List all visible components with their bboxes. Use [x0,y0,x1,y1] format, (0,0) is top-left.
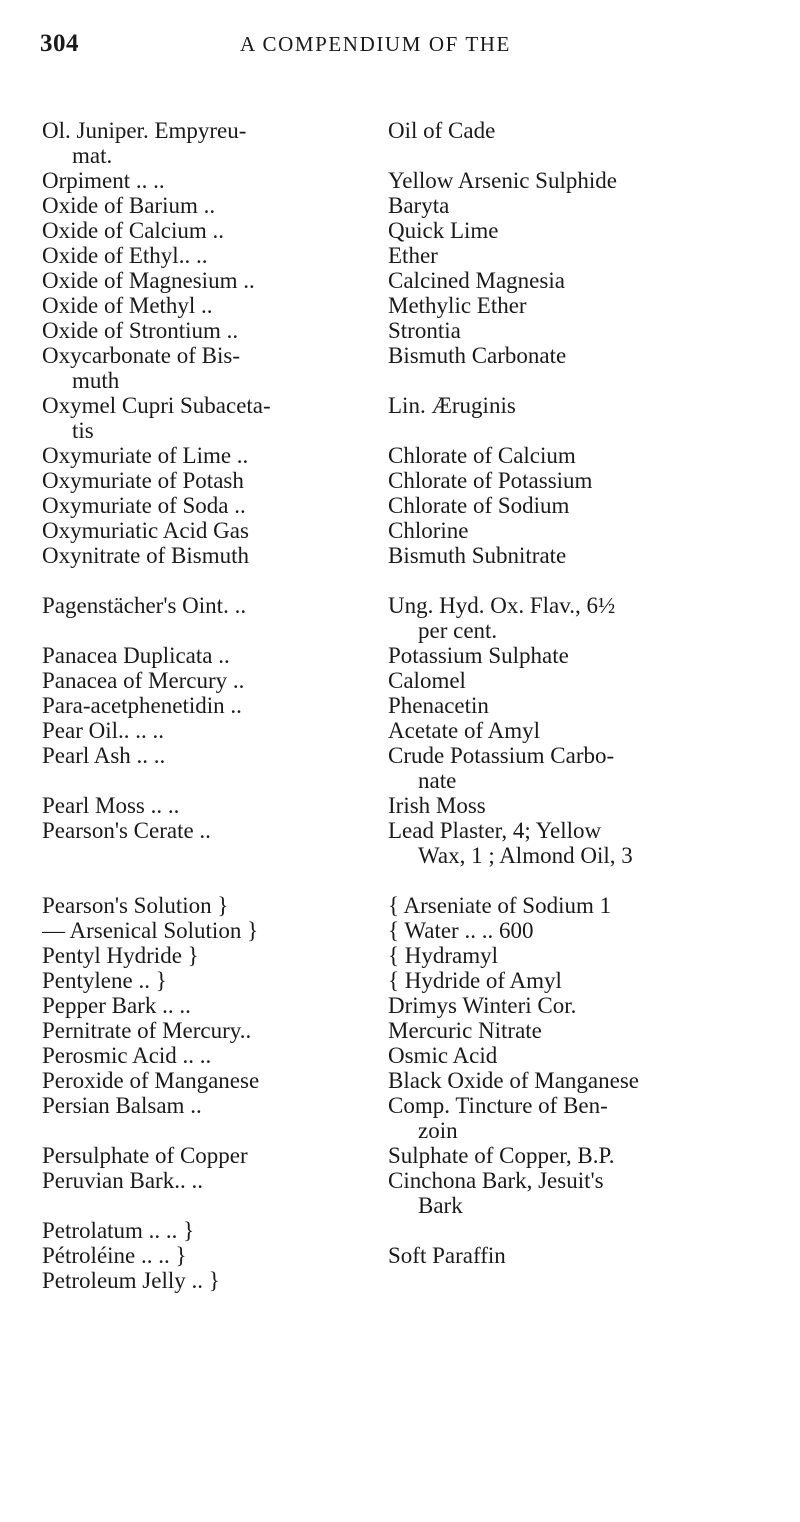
entry-name [42,518,388,543]
entry-synonym [388,918,772,943]
entry-name [42,793,388,818]
entry-synonym-line: Acetate of Amyl [388,718,541,743]
page-number: 304 [40,30,79,57]
entry-name [42,643,388,668]
entry-name-line: Oxide of Calcium .. [42,218,225,243]
entry-synonym [388,1068,772,1093]
entry-synonym-line: Wax, 1 ; Almond Oil, 3 [418,843,633,868]
entry-name [42,968,388,993]
entry-name [42,1268,388,1293]
list-item [42,1018,772,1043]
list-item [42,918,772,943]
entry-name [42,693,388,718]
entry-name-line: Panacea of Mercury .. [42,668,245,693]
entry-name [42,543,388,568]
entry-name-line: Oxymel Cupri Subaceta- [42,393,271,418]
entry-synonym-line: Mercuric Nitrate [388,1018,542,1043]
entry-name [42,268,388,293]
page-header [40,30,770,70]
entry-synonym [388,693,772,718]
entry-synonym-line: Cinchona Bark, Jesuit's [388,1168,604,1193]
entry-name [42,1093,388,1143]
entry-synonym-line [388,1218,772,1243]
entry-name-line: Oxide of Barium .. [42,193,216,218]
entry-synonym [388,1018,772,1043]
entry-name-line: Pearl Ash .. .. [42,743,166,768]
entry-name-line: tis [72,418,94,443]
entry-name [42,668,388,693]
entry-name-line: — Arsenical Solution } [42,918,259,943]
entry-name-line: Oxymuriate of Potash [42,468,244,493]
list-item [42,293,772,318]
list-item [42,193,772,218]
entry-synonym [388,943,772,968]
entry-name [42,468,388,493]
entry-name-line: Pentylene .. } [42,968,167,993]
list-item [42,168,772,193]
entry-synonym [388,818,772,893]
list-item [42,118,772,168]
entry-synonym-line: Soft Paraffin [388,1243,506,1268]
entry-name-line [42,843,388,868]
entry-name [42,593,388,643]
entry-synonym [388,968,772,993]
entry-name [42,818,388,893]
entry-name-line: Oxymuriate of Lime .. [42,443,249,468]
entry-synonym-line: Sulphate of Copper, B.P. [388,1143,615,1168]
entry-name-line: Pearson's Solution } [42,893,229,918]
entry-synonym [388,318,772,343]
entry-name [42,343,388,393]
entry-synonym-line: Calomel [388,668,466,693]
entry-synonym [388,993,772,1018]
entry-synonym-line: Chlorine [388,518,469,543]
list-item [42,968,772,993]
list-item [42,943,772,968]
entry-synonym-line: Crude Potassium Carbo- [388,743,615,768]
entry-synonym-line: Comp. Tincture of Ben- [388,1093,608,1118]
entry-synonym-line: Ung. Hyd. Ox. Flav., 6½ [388,593,616,618]
entry-name-line: Oxymuriatic Acid Gas [42,518,249,543]
entry-synonym-line: Osmic Acid [388,1043,498,1068]
list-item [42,1243,772,1268]
entry-name [42,1018,388,1043]
entry-synonym-line: Black Oxide of Manganese [388,1068,640,1093]
entry-synonym-line: Drimys Winteri Cor. [388,993,577,1018]
entry-synonym-line: Chlorate of Sodium [388,493,570,518]
list-item [42,1043,772,1068]
entry-synonym [388,1218,772,1243]
entry-synonym-line: { Hydramyl [388,943,499,968]
entry-name [42,943,388,968]
entry-name-line: Oxide of Methyl .. [42,293,213,318]
entry-name-line: Pétroléine .. .. } [42,1243,187,1268]
entry-name [42,1243,388,1268]
entry-synonym-line [388,143,772,168]
entry-synonym [388,543,772,568]
entry-name [42,293,388,318]
entry-synonym-line: Yellow Arsenic Sulphide [388,168,617,193]
entry-name [42,493,388,518]
list-item [42,1218,772,1243]
entry-synonym [388,343,772,393]
entry-synonym [388,218,772,243]
entry-synonym [388,1093,772,1143]
entry-name-line [42,768,388,793]
list-item [42,818,772,893]
entry-name [42,1043,388,1068]
entry-synonym [388,518,772,543]
entry-synonym [388,468,772,493]
entry-synonym-line: { Hydride of Amyl [388,968,562,993]
entry-synonym [388,168,772,193]
entry-synonym [388,1268,772,1293]
entry-name-line: Petrolatum .. .. } [42,1218,195,1243]
entry-name-line [42,1193,388,1218]
entry-name-line: Oxynitrate of Bismuth [42,543,249,568]
entry-synonym-line: zoin [418,1118,458,1143]
entry-name [42,393,388,443]
list-item [42,243,772,268]
entry-name-line: Pagenstächer's Oint. .. [42,593,247,618]
entry-synonym [388,1168,772,1218]
entry-name-line: Pear Oil.. .. .. [42,718,165,743]
list-item [42,1143,772,1168]
entry-name [42,118,388,168]
list-item [42,468,772,493]
entry-synonym-line: Irish Moss [388,793,486,818]
entry-name [42,1143,388,1168]
list-item [42,268,772,293]
entry-synonym-line: Lead Plaster, 4; Yellow [388,818,602,843]
entry-synonym [388,443,772,468]
list-item [42,893,772,918]
entry-name [42,193,388,218]
entry-synonym-line [388,418,772,443]
entry-synonym-line: nate [418,768,457,793]
entry-synonym-line [388,368,772,393]
list-item [42,643,772,668]
entry-name [42,1218,388,1243]
entry-name-line: Perosmic Acid .. .. [42,1043,212,1068]
entry-synonym [388,243,772,268]
entry-synonym [388,743,772,793]
entry-synonym-line: per cent. [418,618,498,643]
entry-name-line: Pepper Bark .. .. [42,993,191,1018]
entry-synonym-line: Chlorate of Potassium [388,468,593,493]
entry-name-line: Ol. Juniper. Empyreu- [42,118,247,143]
entry-synonym [388,643,772,668]
entry-name-line: Oxide of Ethyl.. .. [42,243,208,268]
list-item [42,1268,772,1293]
list-item [42,493,772,518]
entry-synonym [388,668,772,693]
entry-name [42,918,388,943]
list-item [42,593,772,643]
list-item [42,718,772,743]
entry-synonym [388,493,772,518]
list-item [42,318,772,343]
list-item [42,1168,772,1218]
entry-synonym [388,593,772,643]
entry-name-line: Oxide of Strontium .. [42,318,239,343]
list-item [42,1093,772,1143]
entry-name-line: Pearl Moss .. .. [42,793,180,818]
list-item [42,693,772,718]
entry-name [42,993,388,1018]
list-item [42,543,772,568]
entry-synonym [388,718,772,743]
entry-synonym-line: Ether [388,243,438,268]
list-item [42,343,772,393]
entry-name-line: Persian Balsam .. [42,1093,202,1118]
entry-name [42,1168,388,1218]
entry-name-line: Para-acetphenetidin .. [42,693,242,718]
entry-synonym-line [388,868,772,893]
entry-name-line: mat. [72,143,113,168]
entry-synonym [388,1143,772,1168]
entry-synonym-line: Bismuth Carbonate [388,343,567,368]
entry-synonym [388,268,772,293]
list-item [42,518,772,543]
entry-name [42,743,388,793]
list-item [42,443,772,468]
entry-name [42,443,388,468]
entry-synonym [388,193,772,218]
entry-name-line: Peruvian Bark.. .. [42,1168,203,1193]
entry-synonym-line: Baryta [388,193,450,218]
entry-name [42,893,388,918]
entry-name-line: Petroleum Jelly .. } [42,1268,220,1293]
list-item [42,793,772,818]
entry-synonym [388,118,772,168]
entry-name-line: Pearson's Cerate .. [42,818,211,843]
entry-name [42,1068,388,1093]
entry-synonym-line: { Water .. .. 600 [388,918,534,943]
entry-name [42,243,388,268]
entry-synonym-line: Strontia [388,318,461,343]
entry-name-line [42,868,388,893]
entry-name [42,718,388,743]
entry-synonym-line: Calcined Magnesia [388,268,565,293]
synonym-list [42,118,772,1293]
list-item [42,668,772,693]
list-item [42,218,772,243]
entry-name-line: Pentyl Hydride } [42,943,199,968]
entry-name [42,318,388,343]
entry-synonym [388,1243,772,1268]
entry-synonym [388,393,772,443]
entry-synonym [388,1043,772,1068]
entry-synonym-line [388,1268,772,1293]
entry-synonym-line: Methylic Ether [388,293,527,318]
entry-synonym-line: Bark [418,1193,463,1218]
entry-synonym-line: Phenacetin [388,693,489,718]
entry-synonym-line: Lin. Æruginis [388,393,516,418]
entry-name-line: Oxycarbonate of Bis- [42,343,240,368]
running-title: A COMPENDIUM OF THE [240,32,511,56]
list-item [42,393,772,443]
entry-synonym-line: Bismuth Subnitrate [388,543,567,568]
entry-synonym-line: Quick Lime [388,218,499,243]
entry-name-line: Oxymuriate of Soda .. [42,493,246,518]
entry-name-line: muth [72,368,120,393]
list-item [42,743,772,793]
list-item [42,1068,772,1093]
entry-synonym [388,893,772,918]
entry-synonym-line: Chlorate of Calcium [388,443,576,468]
entry-name-line [42,1118,388,1143]
entry-name [42,168,388,193]
entry-name-line: Orpiment .. .. [42,168,165,193]
entry-name-line [42,618,388,643]
entry-synonym-line: Oil of Cade [388,118,496,143]
entry-name-line: Panacea Duplicata .. [42,643,230,668]
list-item [42,993,772,1018]
entry-name-line: Peroxide of Manganese [42,1068,260,1093]
entry-name-line: Persulphate of Copper [42,1143,248,1168]
entry-synonym [388,293,772,318]
entry-name-line: Pernitrate of Mercury.. [42,1018,252,1043]
entry-name-line: Oxide of Magnesium .. [42,268,255,293]
entry-synonym-line: { Arseniate of Sodium 1 [388,893,612,918]
entry-synonym [388,793,772,818]
entry-synonym-line: Potassium Sulphate [388,643,569,668]
entry-name [42,218,388,243]
